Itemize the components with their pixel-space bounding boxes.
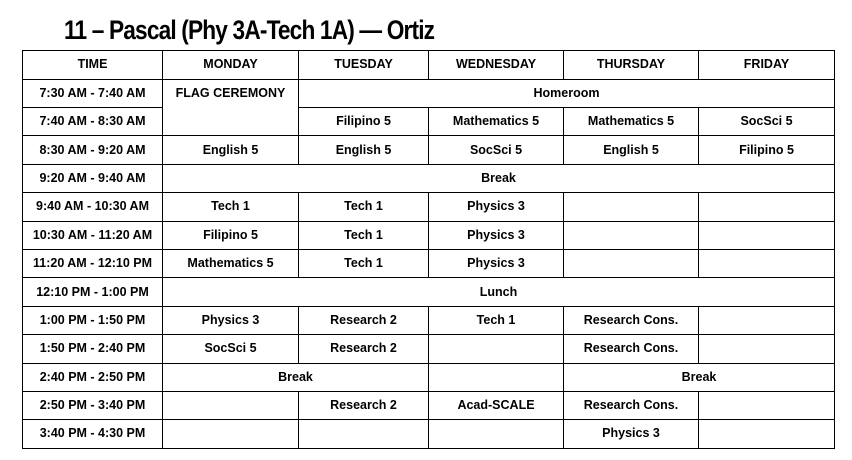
time-slot: 1:00 PM - 1:50 PM xyxy=(23,306,163,334)
class-cell: Tech 1 xyxy=(299,249,429,277)
class-cell xyxy=(163,420,299,448)
class-cell xyxy=(699,193,835,221)
class-cell xyxy=(699,306,835,334)
class-cell: Research Cons. xyxy=(564,306,699,334)
time-slot: 10:30 AM - 11:20 AM xyxy=(23,221,163,249)
class-cell xyxy=(163,391,299,419)
class-cell xyxy=(699,391,835,419)
class-cell: Mathematics 5 xyxy=(429,107,564,135)
lunch-cell: Lunch xyxy=(163,278,835,306)
class-cell: Physics 3 xyxy=(429,221,564,249)
flag-ceremony-cell: FLAG CEREMONY xyxy=(163,79,299,136)
class-cell xyxy=(699,221,835,249)
class-cell: Physics 3 xyxy=(429,249,564,277)
class-cell: Physics 3 xyxy=(163,306,299,334)
class-cell: SocSci 5 xyxy=(699,107,835,135)
class-cell: Filipino 5 xyxy=(699,136,835,164)
class-cell: English 5 xyxy=(564,136,699,164)
class-cell: English 5 xyxy=(299,136,429,164)
class-cell: English 5 xyxy=(163,136,299,164)
class-cell: Mathematics 5 xyxy=(564,107,699,135)
class-cell: Research Cons. xyxy=(564,391,699,419)
break-cell: Break xyxy=(564,363,835,391)
time-slot: 9:20 AM - 9:40 AM xyxy=(23,164,163,192)
class-cell xyxy=(699,249,835,277)
class-cell xyxy=(429,420,564,448)
header-friday: FRIDAY xyxy=(699,51,835,80)
schedule-row xyxy=(23,107,835,135)
time-slot: 3:40 PM - 4:30 PM xyxy=(23,420,163,448)
schedule-row xyxy=(23,193,835,221)
class-cell: Tech 1 xyxy=(299,193,429,221)
schedule-row xyxy=(23,221,835,249)
schedule-row xyxy=(23,420,835,448)
time-slot: 2:40 PM - 2:50 PM xyxy=(23,363,163,391)
schedule-row xyxy=(23,164,835,192)
schedule-row xyxy=(23,363,835,391)
header-tuesday: TUESDAY xyxy=(299,51,429,80)
class-cell: Filipino 5 xyxy=(299,107,429,135)
time-slot: 11:20 AM - 12:10 PM xyxy=(23,249,163,277)
header-monday: MONDAY xyxy=(163,51,299,80)
schedule-row xyxy=(23,249,835,277)
schedule-row xyxy=(23,335,835,363)
class-cell xyxy=(299,420,429,448)
break-cell: Break xyxy=(163,164,835,192)
break-cell: Break xyxy=(163,363,429,391)
header-time: TIME xyxy=(23,51,163,80)
homeroom-cell: Homeroom xyxy=(299,79,835,107)
schedule-row xyxy=(23,278,835,306)
class-cell xyxy=(699,420,835,448)
class-cell: SocSci 5 xyxy=(429,136,564,164)
class-cell xyxy=(429,335,564,363)
class-schedule-table xyxy=(22,50,835,449)
time-slot: 7:40 AM - 8:30 AM xyxy=(23,107,163,135)
class-cell: Physics 3 xyxy=(429,193,564,221)
header-row xyxy=(23,51,835,80)
schedule-row xyxy=(23,391,835,419)
class-cell: Research 2 xyxy=(299,391,429,419)
schedule-row xyxy=(23,136,835,164)
class-cell: Research Cons. xyxy=(564,335,699,363)
class-cell xyxy=(564,221,699,249)
class-cell: Filipino 5 xyxy=(163,221,299,249)
time-slot: 12:10 PM - 1:00 PM xyxy=(23,278,163,306)
class-cell: Acad-SCALE xyxy=(429,391,564,419)
schedule-row xyxy=(23,79,835,107)
time-slot: 9:40 AM - 10:30 AM xyxy=(23,193,163,221)
class-cell: Tech 1 xyxy=(163,193,299,221)
class-cell: SocSci 5 xyxy=(163,335,299,363)
class-cell xyxy=(429,363,564,391)
class-cell: Mathematics 5 xyxy=(163,249,299,277)
class-cell xyxy=(699,335,835,363)
page-title: 11 – Pascal (Phy 3A-Tech 1A) — Ortiz xyxy=(64,15,435,45)
class-cell: Physics 3 xyxy=(564,420,699,448)
header-wednesday: WEDNESDAY xyxy=(429,51,564,80)
class-cell xyxy=(564,249,699,277)
class-cell: Tech 1 xyxy=(299,221,429,249)
class-cell: Research 2 xyxy=(299,335,429,363)
time-slot: 7:30 AM - 7:40 AM xyxy=(23,79,163,107)
schedule-row xyxy=(23,306,835,334)
class-cell xyxy=(564,193,699,221)
class-cell: Tech 1 xyxy=(429,306,564,334)
time-slot: 8:30 AM - 9:20 AM xyxy=(23,136,163,164)
time-slot: 1:50 PM - 2:40 PM xyxy=(23,335,163,363)
time-slot: 2:50 PM - 3:40 PM xyxy=(23,391,163,419)
class-cell: Research 2 xyxy=(299,306,429,334)
header-thursday: THURSDAY xyxy=(564,51,699,80)
